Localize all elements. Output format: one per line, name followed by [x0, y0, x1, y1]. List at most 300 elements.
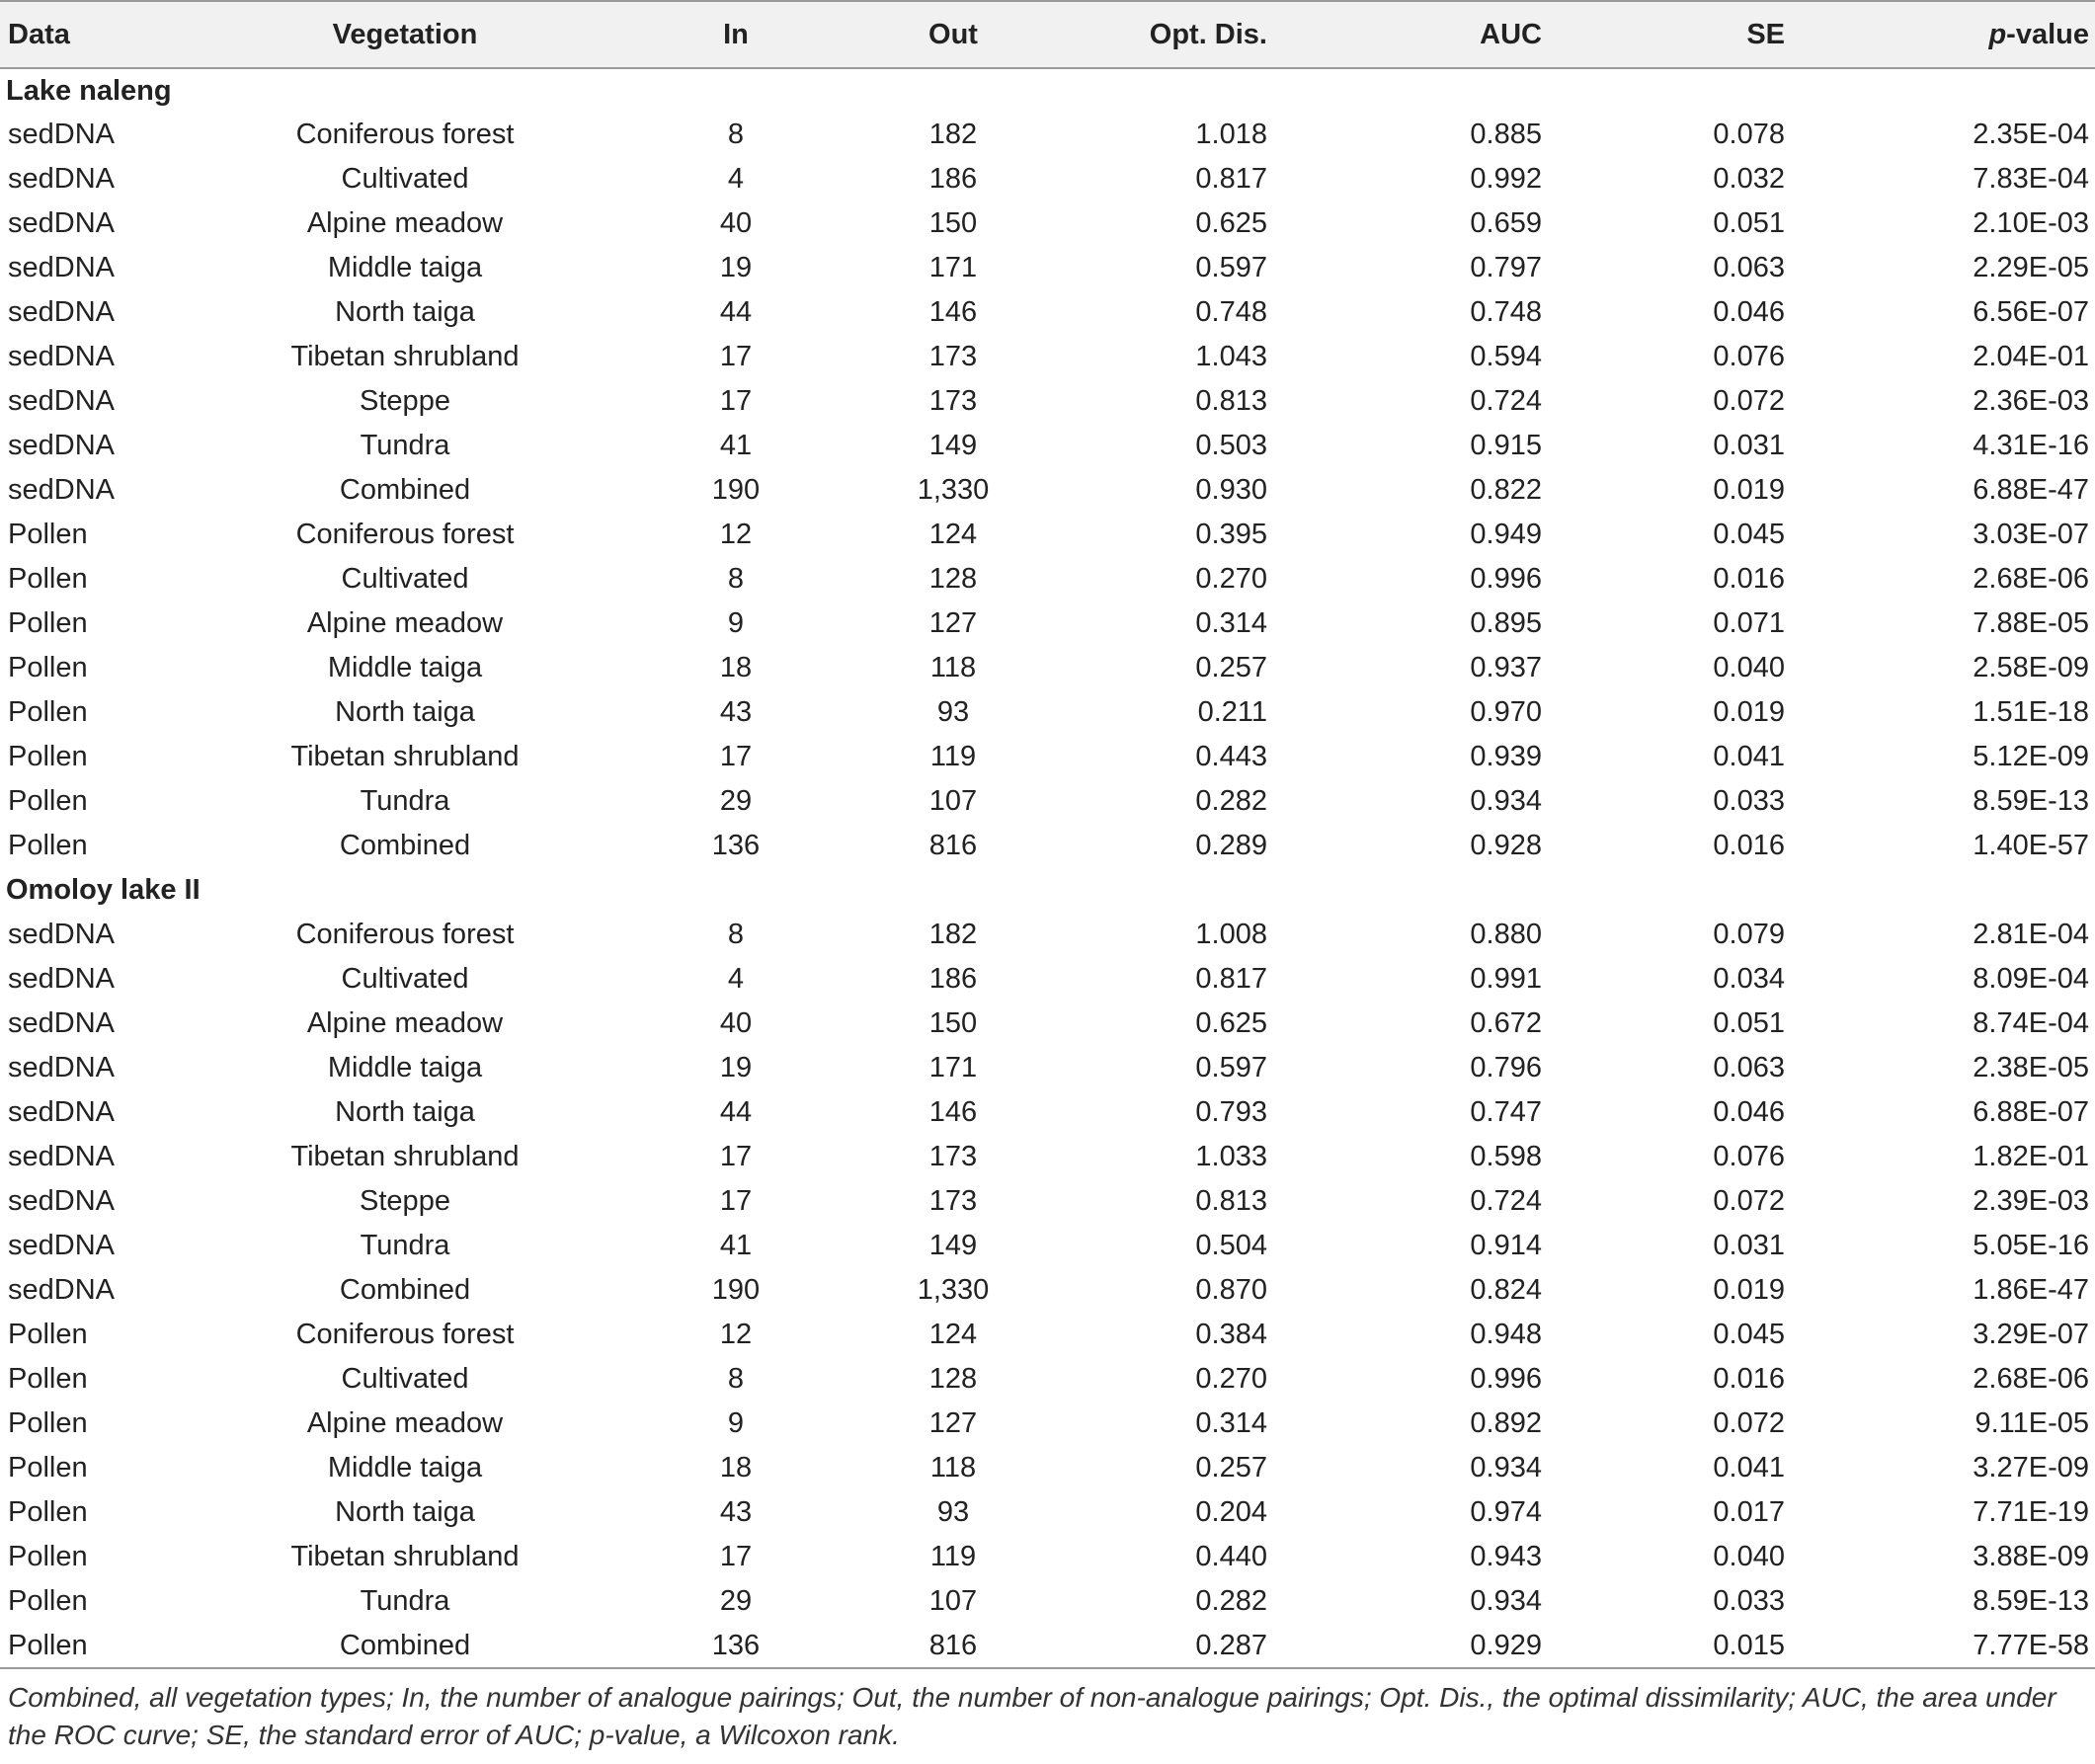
cell-out: 93 [936, 696, 970, 728]
cell-auc: 0.974 [1470, 1496, 1542, 1528]
cell-in: 29 [719, 785, 753, 817]
cell-auc: 0.914 [1470, 1230, 1542, 1261]
cell-p-value: 2.68E-06 [1973, 1363, 2089, 1395]
cell-opt-dis: 0.314 [1195, 1407, 1267, 1439]
cell-opt-dis: 0.597 [1195, 252, 1267, 283]
cell-p-value: 1.51E-18 [1973, 696, 2089, 728]
cell-data: Pollen [8, 652, 88, 683]
cell-opt-dis: 0.748 [1195, 296, 1267, 328]
cell-auc: 0.880 [1470, 919, 1542, 950]
cell-vegetation: Middle taiga [327, 1052, 483, 1083]
cell-in: 41 [719, 1230, 753, 1261]
cell-in: 19 [719, 252, 753, 283]
column-header-auc: AUC [1480, 18, 1542, 50]
cell-data: sedDNA [8, 1185, 115, 1217]
cell-vegetation: Tibetan shrubland [290, 341, 520, 372]
cell-p-value: 8.59E-13 [1973, 785, 2089, 817]
section-row [0, 68, 2095, 113]
table-row [0, 735, 2095, 779]
cell-se: 0.017 [1713, 1496, 1785, 1528]
cell-opt-dis: 0.817 [1195, 163, 1267, 195]
cell-opt-dis: 1.043 [1195, 341, 1267, 372]
cell-se: 0.079 [1713, 919, 1785, 950]
table-row [0, 468, 2095, 513]
cell-opt-dis: 0.282 [1195, 1585, 1267, 1617]
cell-p-value: 5.05E-16 [1973, 1230, 2089, 1261]
cell-p-value: 5.12E-09 [1973, 741, 2089, 772]
cell-se: 0.041 [1713, 1452, 1785, 1483]
cell-vegetation: Tundra [360, 1585, 450, 1617]
cell-opt-dis: 0.287 [1195, 1629, 1267, 1661]
table-row [0, 646, 2095, 690]
cell-in: 41 [719, 430, 753, 461]
cell-vegetation: North taiga [335, 696, 475, 728]
cell-auc: 0.892 [1470, 1407, 1542, 1439]
section-row [0, 868, 2095, 913]
cell-out: 128 [928, 563, 978, 595]
cell-out: 150 [928, 207, 978, 239]
section-title: Omoloy lake II [6, 874, 201, 906]
cell-in: 8 [727, 119, 745, 150]
cell-opt-dis: 1.033 [1195, 1141, 1267, 1172]
cell-data: sedDNA [8, 1141, 115, 1172]
cell-vegetation: Tundra [360, 785, 450, 817]
column-header-p-value [1785, 1, 2095, 68]
cell-out: 173 [928, 1185, 978, 1217]
cell-auc: 0.928 [1470, 830, 1542, 861]
cell-auc: 0.949 [1470, 519, 1542, 550]
cell-opt-dis: 0.813 [1195, 1185, 1267, 1217]
cell-se: 0.033 [1713, 1585, 1785, 1617]
table-row [0, 335, 2095, 379]
cell-data: Pollen [8, 741, 88, 772]
cell-p-value: 8.74E-04 [1973, 1007, 2089, 1039]
cell-out: 118 [929, 1452, 977, 1483]
cell-out: 119 [929, 741, 977, 772]
cell-data: sedDNA [8, 919, 115, 950]
cell-vegetation: Tibetan shrubland [290, 1141, 520, 1172]
cell-se: 0.031 [1713, 430, 1785, 461]
cell-p-value: 7.88E-05 [1973, 607, 2089, 639]
cell-p-value: 1.86E-47 [1973, 1274, 2089, 1306]
cell-in: 4 [727, 963, 745, 995]
cell-vegetation: Combined [339, 1629, 471, 1661]
cell-auc: 0.895 [1470, 607, 1542, 639]
cell-auc: 0.943 [1470, 1541, 1542, 1572]
cell-out: 119 [929, 1541, 977, 1572]
cell-auc: 0.996 [1470, 1363, 1542, 1395]
cell-auc: 0.672 [1470, 1007, 1542, 1039]
cell-opt-dis: 0.282 [1195, 785, 1267, 817]
cell-auc: 0.948 [1470, 1319, 1542, 1350]
cell-data: sedDNA [8, 963, 115, 995]
cell-opt-dis: 0.270 [1195, 1363, 1267, 1395]
table-row [0, 424, 2095, 468]
cell-se: 0.078 [1713, 119, 1785, 150]
cell-vegetation: North taiga [335, 1096, 475, 1128]
cell-opt-dis: 1.018 [1195, 119, 1267, 150]
cell-vegetation: Tibetan shrubland [290, 741, 520, 772]
table-row [0, 1490, 2095, 1535]
cell-auc: 0.929 [1470, 1629, 1542, 1661]
column-header-opt-dis: Opt. Dis. [1149, 18, 1267, 50]
cell-data: sedDNA [8, 163, 115, 195]
cell-opt-dis: 0.270 [1195, 563, 1267, 595]
cell-in: 190 [711, 474, 761, 506]
cell-se: 0.046 [1713, 296, 1785, 328]
cell-p-value: 3.27E-09 [1973, 1452, 2089, 1483]
cell-auc: 0.934 [1470, 785, 1542, 817]
cell-p-value: 7.77E-58 [1973, 1629, 2089, 1661]
cell-auc: 0.824 [1470, 1274, 1542, 1306]
cell-se: 0.076 [1713, 341, 1785, 372]
section-title: Lake naleng [6, 74, 172, 107]
cell-in: 9 [727, 1407, 745, 1439]
cell-out: 173 [928, 385, 978, 417]
table-row [0, 601, 2095, 646]
cell-auc: 0.598 [1470, 1141, 1542, 1172]
cell-se: 0.041 [1713, 741, 1785, 772]
cell-p-value: 1.82E-01 [1973, 1141, 2089, 1172]
table-row [0, 1446, 2095, 1490]
cell-auc: 0.996 [1470, 563, 1542, 595]
cell-data: sedDNA [8, 207, 115, 239]
cell-se: 0.031 [1713, 1230, 1785, 1261]
cell-p-value: 2.68E-06 [1973, 563, 2089, 595]
cell-out: 107 [928, 1585, 978, 1617]
p-value-italic-prefix: p [1988, 18, 2007, 50]
cell-vegetation: Coniferous forest [295, 519, 515, 550]
cell-in: 44 [719, 296, 753, 328]
cell-p-value: 7.83E-04 [1973, 163, 2089, 195]
cell-auc: 0.937 [1470, 652, 1542, 683]
cell-data: sedDNA [8, 385, 115, 417]
cell-opt-dis: 0.440 [1195, 1541, 1267, 1572]
cell-se: 0.046 [1713, 1096, 1785, 1128]
table-row [0, 1268, 2095, 1313]
cell-auc: 0.797 [1470, 252, 1542, 283]
cell-opt-dis: 0.870 [1195, 1274, 1267, 1306]
cell-data: Pollen [8, 1319, 88, 1350]
cell-out: 171 [928, 252, 978, 283]
cell-in: 12 [719, 519, 753, 550]
cell-out: 1,330 [917, 474, 990, 506]
cell-vegetation: Coniferous forest [295, 1319, 515, 1350]
cell-in: 17 [719, 1185, 753, 1217]
cell-data: sedDNA [8, 252, 115, 283]
table-row [0, 1179, 2095, 1224]
cell-auc: 0.724 [1470, 385, 1542, 417]
cell-se: 0.016 [1713, 1363, 1785, 1395]
cell-auc: 0.885 [1470, 119, 1542, 150]
cell-p-value: 2.39E-03 [1973, 1185, 2089, 1217]
cell-in: 18 [719, 652, 753, 683]
header-row [0, 1, 2095, 68]
cell-out: 186 [928, 963, 978, 995]
cell-out: 124 [928, 519, 978, 550]
cell-in: 12 [719, 1319, 753, 1350]
table-row [0, 1624, 2095, 1668]
cell-se: 0.032 [1713, 163, 1785, 195]
cell-se: 0.072 [1713, 385, 1785, 417]
cell-opt-dis: 0.817 [1195, 963, 1267, 995]
cell-out: 127 [928, 607, 978, 639]
cell-out: 107 [928, 785, 978, 817]
cell-vegetation: Combined [339, 1274, 471, 1306]
cell-opt-dis: 0.314 [1195, 607, 1267, 639]
table-row [0, 1535, 2095, 1579]
cell-p-value: 9.11E-05 [1974, 1407, 2089, 1439]
cell-vegetation: North taiga [335, 296, 475, 328]
cell-vegetation: Tundra [360, 1230, 450, 1261]
table-row [0, 1046, 2095, 1090]
table-row [0, 246, 2095, 290]
table-body [0, 68, 2095, 1668]
cell-data: Pollen [8, 830, 88, 861]
column-header-in: In [723, 18, 749, 50]
cell-se: 0.045 [1713, 1319, 1785, 1350]
cell-p-value: 3.88E-09 [1973, 1541, 2089, 1572]
cell-out: 118 [929, 652, 977, 683]
cell-vegetation: Combined [339, 830, 471, 861]
cell-vegetation: Cultivated [341, 1363, 469, 1395]
cell-auc: 0.724 [1470, 1185, 1542, 1217]
table-row [0, 913, 2095, 957]
cell-vegetation: Coniferous forest [295, 119, 515, 150]
cell-auc: 0.748 [1470, 296, 1542, 328]
cell-opt-dis: 0.443 [1195, 741, 1267, 772]
table-row [0, 1402, 2095, 1446]
cell-in: 8 [727, 563, 745, 595]
table-row [0, 1357, 2095, 1402]
cell-out: 146 [928, 296, 978, 328]
cell-auc: 0.992 [1470, 163, 1542, 195]
cell-vegetation: Alpine meadow [306, 1407, 504, 1439]
cell-vegetation: Steppe [360, 1185, 450, 1217]
cell-auc: 0.970 [1470, 696, 1542, 728]
cell-out: 150 [928, 1007, 978, 1039]
cell-data: Pollen [8, 1452, 88, 1483]
table-row [0, 379, 2095, 424]
column-header-vegetation: Vegetation [332, 18, 478, 50]
cell-data: Pollen [8, 1363, 88, 1395]
p-value-suffix: -value [2006, 18, 2089, 50]
cell-out: 186 [928, 163, 978, 195]
table-row [0, 157, 2095, 201]
cell-out: 1,330 [917, 1274, 990, 1306]
cell-opt-dis: 0.813 [1195, 385, 1267, 417]
cell-se: 0.063 [1713, 1052, 1785, 1083]
cell-out: 816 [928, 1629, 978, 1661]
cell-in: 17 [719, 1141, 753, 1172]
cell-vegetation: Middle taiga [327, 1452, 483, 1483]
cell-out: 173 [928, 341, 978, 372]
cell-auc: 0.659 [1470, 207, 1542, 239]
cell-in: 40 [719, 1007, 753, 1039]
cell-out: 124 [928, 1319, 978, 1350]
cell-in: 44 [719, 1096, 753, 1128]
cell-data: sedDNA [8, 296, 115, 328]
cell-p-value: 8.59E-13 [1973, 1585, 2089, 1617]
table-row [0, 201, 2095, 246]
cell-data: Pollen [8, 1496, 88, 1528]
cell-opt-dis: 0.257 [1195, 652, 1267, 683]
cell-in: 136 [711, 830, 761, 861]
cell-vegetation: Alpine meadow [306, 607, 504, 639]
cell-vegetation: Steppe [360, 385, 450, 417]
cell-auc: 0.934 [1470, 1585, 1542, 1617]
cell-p-value: 2.29E-05 [1973, 252, 2089, 283]
cell-opt-dis: 0.204 [1195, 1496, 1267, 1528]
cell-se: 0.040 [1713, 652, 1785, 683]
cell-opt-dis: 0.930 [1195, 474, 1267, 506]
column-header-data: Data [8, 18, 70, 50]
cell-data: sedDNA [8, 1096, 115, 1128]
cell-out: 127 [928, 1407, 978, 1439]
cell-data: Pollen [8, 696, 88, 728]
cell-out: 128 [928, 1363, 978, 1395]
cell-p-value: 2.04E-01 [1973, 341, 2089, 372]
cell-se: 0.072 [1713, 1185, 1785, 1217]
cell-data: Pollen [8, 1585, 88, 1617]
cell-vegetation: Cultivated [341, 563, 469, 595]
cell-vegetation: Tibetan shrubland [290, 1541, 520, 1572]
table-row [0, 113, 2095, 157]
table-row [0, 957, 2095, 1002]
cell-p-value: 6.56E-07 [1973, 296, 2089, 328]
cell-out: 171 [928, 1052, 978, 1083]
cell-p-value: 6.88E-47 [1973, 474, 2089, 506]
cell-p-value: 4.31E-16 [1973, 430, 2089, 461]
table-row [0, 824, 2095, 868]
cell-auc: 0.796 [1470, 1052, 1542, 1083]
cell-opt-dis: 0.625 [1195, 207, 1267, 239]
cell-opt-dis: 0.384 [1195, 1319, 1267, 1350]
cell-se: 0.040 [1713, 1541, 1785, 1572]
cell-data: sedDNA [8, 341, 115, 372]
cell-data: Pollen [8, 1541, 88, 1572]
cell-data: sedDNA [8, 430, 115, 461]
cell-data: Pollen [8, 1407, 88, 1439]
cell-out: 149 [928, 1230, 978, 1261]
table-header [0, 1, 2095, 68]
table-row [0, 1002, 2095, 1046]
cell-out: 182 [928, 919, 978, 950]
table-footnote: Combined, all vegetation types; In, the number of analogue pairings; Out, the number of non-analogue pairings; Opt. Dis., the optimal dissimilarity; AUC, the area under the ROC curve; SE, the standard error of AUC; p-value, a Wilcoxon rank. [8, 1682, 2056, 1750]
cell-in: 4 [727, 163, 745, 195]
cell-se: 0.033 [1713, 785, 1785, 817]
cell-in: 18 [719, 1452, 753, 1483]
cell-data: sedDNA [8, 1007, 115, 1039]
cell-vegetation: Middle taiga [327, 252, 483, 283]
cell-p-value: 1.40E-57 [1973, 830, 2089, 861]
cell-se: 0.016 [1713, 563, 1785, 595]
table-row [0, 690, 2095, 735]
cell-opt-dis: 0.289 [1195, 830, 1267, 861]
cell-vegetation: Alpine meadow [306, 1007, 504, 1039]
cell-p-value: 2.81E-04 [1973, 919, 2089, 950]
table-row [0, 779, 2095, 824]
cell-p-value: 3.03E-07 [1973, 519, 2089, 550]
cell-data: sedDNA [8, 1230, 115, 1261]
cell-auc: 0.594 [1470, 341, 1542, 372]
cell-out: 816 [928, 830, 978, 861]
cell-p-value: 2.36E-03 [1973, 385, 2089, 417]
cell-se: 0.045 [1713, 519, 1785, 550]
cell-se: 0.019 [1713, 474, 1785, 506]
cell-opt-dis: 0.597 [1195, 1052, 1267, 1083]
cell-data: Pollen [8, 519, 88, 550]
cell-vegetation: North taiga [335, 1496, 475, 1528]
cell-auc: 0.915 [1470, 430, 1542, 461]
cell-p-value: 8.09E-04 [1973, 963, 2089, 995]
cell-data: sedDNA [8, 119, 115, 150]
cell-in: 190 [711, 1274, 761, 1306]
cell-vegetation: Combined [339, 474, 471, 506]
table-row [0, 1135, 2095, 1179]
cell-auc: 0.747 [1470, 1096, 1542, 1128]
table-row [0, 513, 2095, 557]
cell-vegetation: Coniferous forest [295, 919, 515, 950]
cell-opt-dis: 1.008 [1195, 919, 1267, 950]
cell-in: 8 [727, 919, 745, 950]
cell-auc: 0.991 [1470, 963, 1542, 995]
cell-in: 19 [719, 1052, 753, 1083]
cell-vegetation: Cultivated [341, 963, 469, 995]
cell-out: 149 [928, 430, 978, 461]
cell-in: 43 [719, 1496, 753, 1528]
table-row [0, 290, 2095, 335]
cell-p-value: 2.10E-03 [1973, 207, 2089, 239]
cell-p-value: 7.71E-19 [1973, 1496, 2089, 1528]
cell-out: 173 [928, 1141, 978, 1172]
cell-data: Pollen [8, 1629, 88, 1661]
cell-opt-dis: 0.504 [1195, 1230, 1267, 1261]
cell-se: 0.034 [1713, 963, 1785, 995]
table-row [0, 1579, 2095, 1624]
cell-out: 182 [928, 119, 978, 150]
cell-auc: 0.822 [1470, 474, 1542, 506]
cell-vegetation: Tundra [360, 430, 450, 461]
table-row [0, 1224, 2095, 1268]
cell-in: 29 [719, 1585, 753, 1617]
cell-p-value: 3.29E-07 [1973, 1319, 2089, 1350]
cell-out: 93 [936, 1496, 970, 1528]
cell-in: 8 [727, 1363, 745, 1395]
cell-in: 17 [719, 341, 753, 372]
cell-p-value: 6.88E-07 [1973, 1096, 2089, 1128]
cell-se: 0.063 [1713, 252, 1785, 283]
cell-se: 0.051 [1713, 207, 1785, 239]
cell-se: 0.071 [1713, 607, 1785, 639]
cell-se: 0.019 [1713, 1274, 1785, 1306]
cell-vegetation: Middle taiga [327, 652, 483, 683]
cell-se: 0.015 [1713, 1629, 1785, 1661]
cell-opt-dis: 0.793 [1195, 1096, 1267, 1128]
cell-in: 17 [719, 1541, 753, 1572]
cell-data: sedDNA [8, 1274, 115, 1306]
cell-se: 0.076 [1713, 1141, 1785, 1172]
cell-data: Pollen [8, 563, 88, 595]
column-header-se: SE [1746, 18, 1785, 50]
cell-opt-dis: 0.503 [1195, 430, 1267, 461]
cell-se: 0.051 [1713, 1007, 1785, 1039]
cell-data: sedDNA [8, 474, 115, 506]
cell-opt-dis: 0.257 [1195, 1452, 1267, 1483]
cell-opt-dis: 0.395 [1195, 519, 1267, 550]
table-row [0, 1090, 2095, 1135]
cell-auc: 0.934 [1470, 1452, 1542, 1483]
